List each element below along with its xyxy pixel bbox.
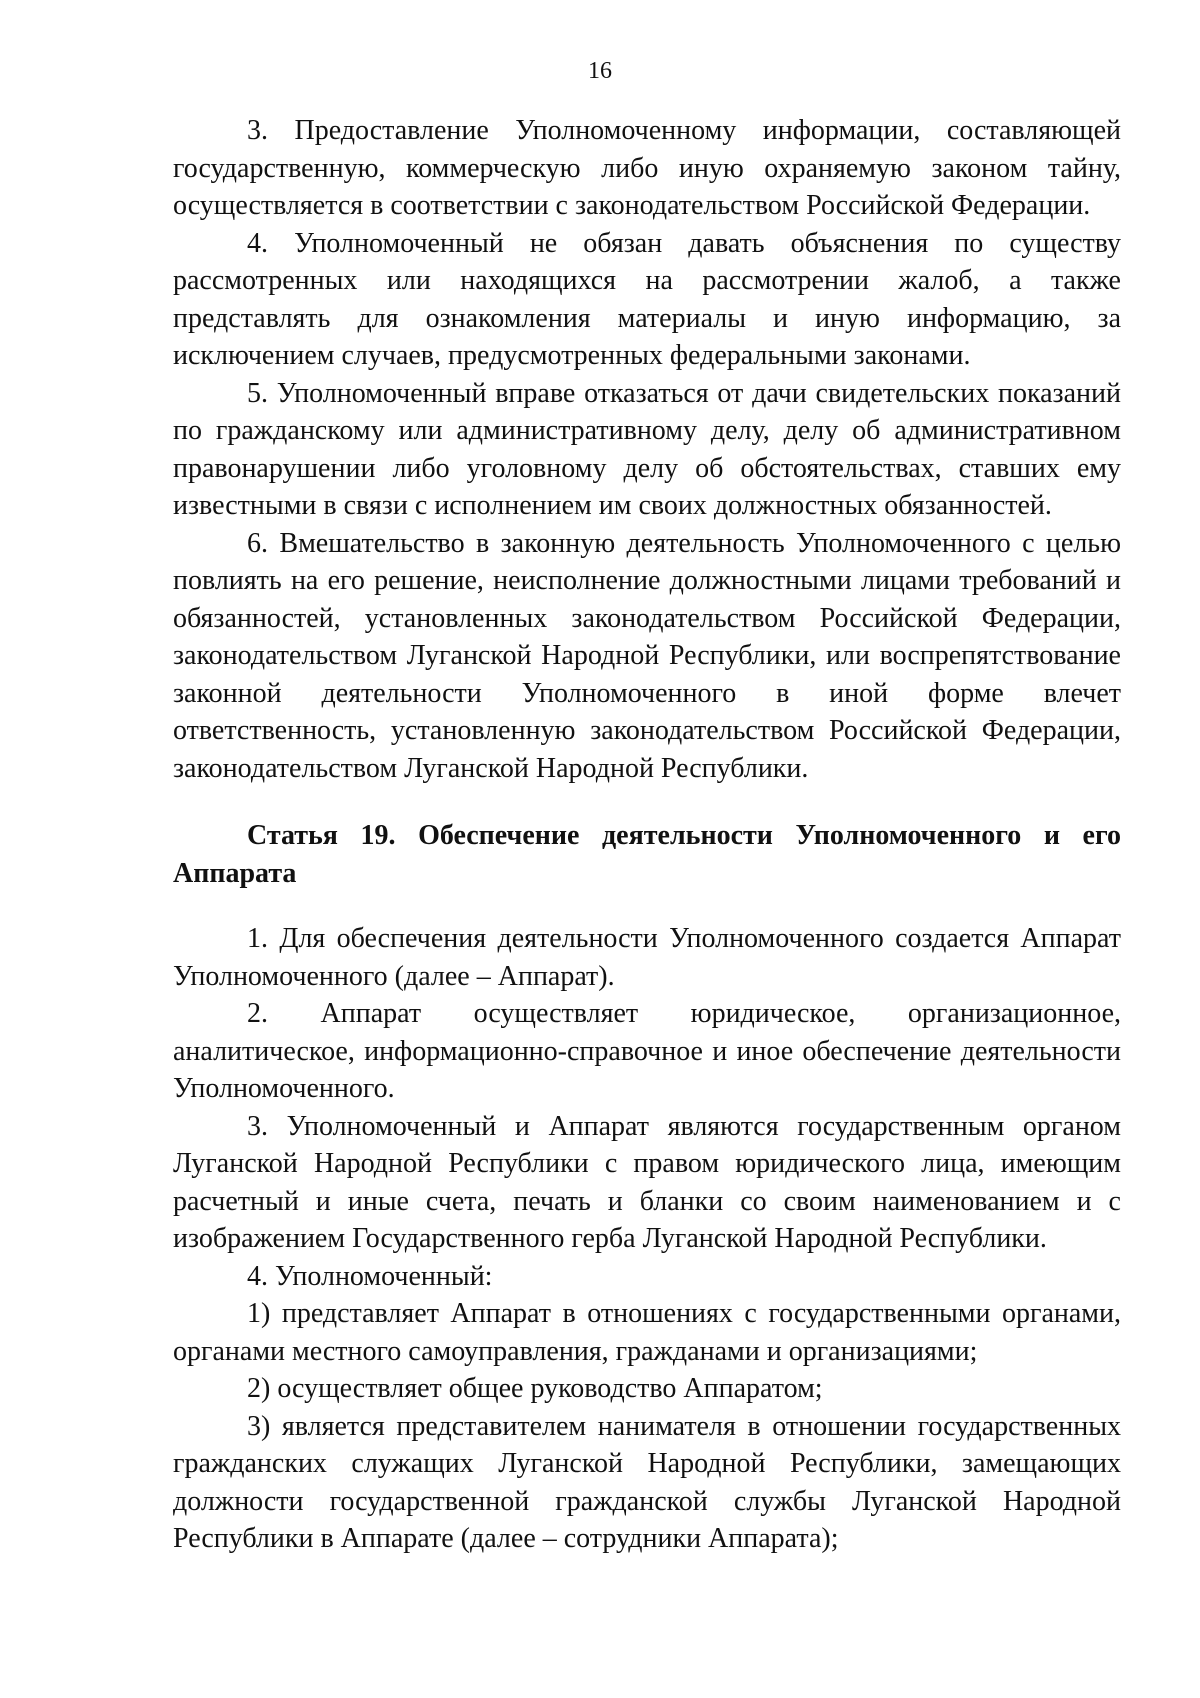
article-19-heading: Статья 19. Обеспечение деятельности Уполномоченного и его Аппарата — [173, 820, 1121, 889]
article-19-paragraph-4: 4. Уполномоченный: — [247, 1260, 493, 1292]
article-19-paragraph-1: 1. Для обеспечения деятельности Уполномоченного создается Аппарат Уполномоченного (далее – Аппарат). — [173, 923, 1121, 992]
article-19-item-3: 3) является представителем нанимателя в отношении государственных гражданских служащих Луганской Народной Республики, замещающих должности государственной гражданской службы Луганской Народной Республики в Аппарате (далее – сотрудники Аппарата); — [173, 1410, 1121, 1554]
page-number: 16 — [588, 58, 612, 84]
article-19-paragraph-2: 2. Аппарат осуществляет юридическое, организационное, аналитическое, информационно-справочное и иное обеспечение деятельности Уполномоченного. — [173, 998, 1121, 1104]
paragraph-5-testimony-refusal: 5. Уполномоченный вправе отказаться от дачи свидетельских показаний по гражданскому или административному делу, делу об административном правонарушении либо уголовному делу об обстоятельствах, ставших ему известными в связи с исполнением им своих должностных обязанностей. — [173, 377, 1121, 521]
paragraph-6-interference-liability: 6. Вмешательство в законную деятельность Уполномоченного с целью повлиять на его решение, неисполнение должностными лицами требований и обязанностей, установленных законодательством Российской Федерации, законодательством Луганской Народной Республики, или воспрепятствование законной деятельности Уполномоченного в иной форме влечет ответственность, установленную законодательством Российской Федерации, законодательством Луганской Народной Республики. — [173, 527, 1121, 784]
paragraph-4-no-explanations: 4. Уполномоченный не обязан давать объяснения по существу рассмотренных или находящихся на рассмотрении жалоб, а также представлять для ознакомления материалы и иную информацию, за исключением случаев, предусмотренных федеральными законами. — [173, 227, 1121, 371]
article-19-paragraph-3: 3. Уполномоченный и Аппарат являются государственным органом Луганской Народной Республики с правом юридического лица, имеющим расчетный и иные счета, печать и бланки со своим наименованием и с изображением Государственного герба Луганской Народной Республики. — [173, 1110, 1121, 1254]
paragraph-3-info-provision: 3. Предоставление Уполномоченному информации, составляющей государственную, коммерческую либо иную охраняемую законом тайну, осуществляется в соответствии с законодательством Российской Федерации. — [173, 115, 1121, 221]
article-19-item-1: 1) представляет Аппарат в отношениях с государственными органами, органами местного самоуправления, гражданами и организациями; — [173, 1298, 1121, 1367]
article-19-item-2: 2) осуществляет общее руководство Аппаратом; — [247, 1373, 823, 1404]
document-body — [173, 112, 1121, 1558]
